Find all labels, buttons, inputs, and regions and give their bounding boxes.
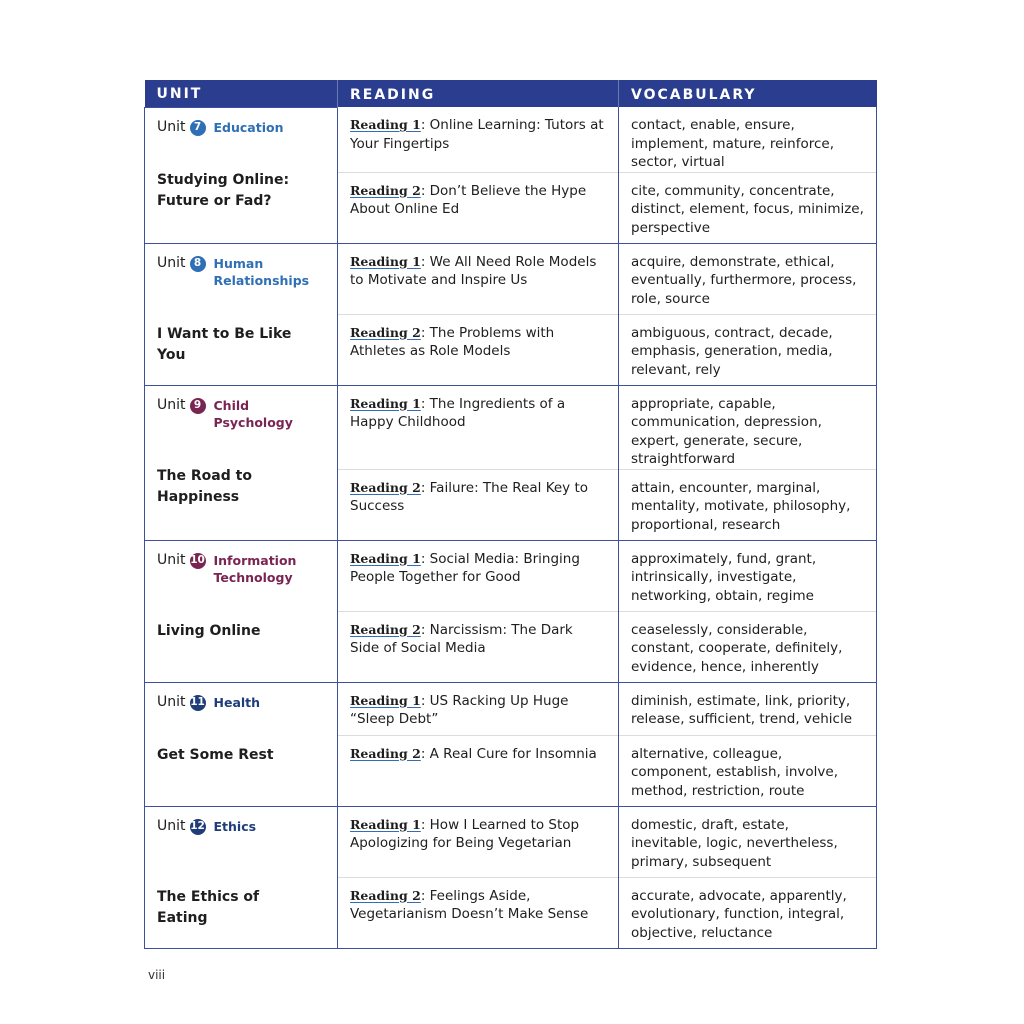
table-row	[145, 682, 877, 735]
reading-label: Reading 2	[350, 621, 421, 637]
reading-label: Reading 2	[350, 479, 421, 495]
reading-title: : Social Media: Bringing People Together for Good	[350, 550, 580, 585]
reading-cell	[338, 806, 619, 877]
reading-cell	[338, 243, 619, 314]
vocabulary-cell: approximately, fund, grant, intrinsically, investigate, networking, obtain, regime	[619, 540, 877, 611]
vocabulary-cell: ceaselessly, considerable, constant, cooperate, definitely, evidence, hence, inherently	[619, 611, 877, 682]
unit-heading	[157, 551, 325, 586]
unit-cell	[145, 385, 338, 540]
unit-subtitle: Studying Online: Future or Fad?	[157, 171, 290, 209]
reading-label: Reading 2	[350, 887, 421, 903]
reading-label: Reading 2	[350, 182, 421, 198]
table-row	[145, 243, 877, 314]
unit-heading	[157, 693, 325, 712]
reading-title: : Feelings Aside, Vegetarianism Doesn’t Make Sense	[350, 887, 589, 922]
unit-topic: Education	[213, 119, 284, 135]
reading-cell	[338, 385, 619, 469]
reading-label: Reading 1	[350, 816, 421, 832]
unit-word: Unit	[157, 254, 186, 271]
unit-cell	[145, 806, 338, 948]
unit-cell	[145, 107, 338, 243]
vocabulary-cell: cite, community, concentrate, distinct, element, focus, minimize, perspective	[619, 172, 877, 243]
reading-title: : We All Need Role Models to Motivate and Inspire Us	[350, 253, 597, 288]
reading-label: Reading 1	[350, 395, 421, 411]
vocabulary-cell: appropriate, capable, communication, depression, expert, generate, secure, straightforward	[619, 385, 877, 469]
reading-label: Reading 1	[350, 550, 421, 566]
unit-subtitle: The Road to Happiness	[157, 467, 252, 505]
reading-cell	[338, 172, 619, 243]
unit-topic: Child Psychology	[213, 397, 293, 430]
reading-title: : The Problems with Athletes as Role Models	[350, 324, 555, 359]
header-vocabulary: VOCABULARY	[619, 80, 877, 107]
vocabulary-cell: diminish, estimate, link, priority, release, sufficient, trend, vehicle	[619, 682, 877, 735]
unit-number-badge: 10	[190, 553, 206, 569]
vocabulary-cell: domestic, draft, estate, inevitable, logic, nevertheless, primary, subsequent	[619, 806, 877, 877]
unit-word: Unit	[157, 551, 186, 568]
unit-word: Unit	[157, 693, 186, 710]
unit-word: Unit	[157, 118, 186, 135]
reading-label: Reading 1	[350, 117, 421, 132]
unit-heading	[157, 118, 325, 137]
reading-title: : How I Learned to Stop Apologizing for Being Vegetarian	[350, 816, 580, 851]
reading-cell	[338, 877, 619, 948]
reading-cell	[338, 469, 619, 540]
unit-word: Unit	[157, 817, 186, 834]
unit-cell	[145, 540, 338, 682]
reading-title: : Narcissism: The Dark Side of Social Media	[350, 621, 573, 656]
unit-subtitle: I Want to Be Like You	[157, 325, 292, 363]
vocabulary-cell: alternative, colleague, component, establish, involve, method, restriction, route	[619, 735, 877, 806]
reading-title: : US Racking Up Huge “Sleep Debt”	[350, 692, 569, 727]
reading-cell	[338, 735, 619, 806]
unit-number-badge: 8	[190, 256, 206, 272]
unit-topic: Ethics	[213, 818, 257, 834]
vocabulary-cell: acquire, demonstrate, ethical, eventually, furthermore, process, role, source	[619, 243, 877, 314]
unit-heading	[157, 254, 325, 289]
reading-cell	[338, 107, 619, 172]
vocabulary-cell: contact, enable, ensure, implement, mature, reinforce, sector, virtual	[619, 107, 877, 172]
reading-cell	[338, 682, 619, 735]
unit-subtitle: Get Some Rest	[157, 746, 274, 763]
vocabulary-cell: accurate, advocate, apparently, evolutionary, function, integral, objective, reluctance	[619, 877, 877, 948]
unit-cell	[145, 682, 338, 806]
contents-table	[144, 80, 877, 949]
header-reading: READING	[338, 80, 619, 107]
unit-word: Unit	[157, 396, 186, 413]
reading-title: : Don’t Believe the Hype About Online Ed	[350, 182, 587, 217]
table-row	[145, 540, 877, 611]
page-number: viii	[148, 968, 166, 982]
reading-title: : Failure: The Real Key to Success	[350, 479, 589, 514]
reading-label: Reading 1	[350, 692, 421, 708]
reading-label: Reading 2	[350, 324, 421, 340]
unit-topic: Information Technology	[213, 552, 297, 585]
table-row	[145, 806, 877, 877]
reading-label: Reading 2	[350, 745, 421, 761]
reading-cell	[338, 540, 619, 611]
reading-label: Reading 1	[350, 253, 421, 269]
unit-number-badge: 12	[190, 819, 206, 835]
reading-cell	[338, 611, 619, 682]
unit-subtitle: Living Online	[157, 622, 261, 639]
unit-heading	[157, 817, 325, 836]
unit-topic: Health	[213, 694, 261, 710]
table-row	[145, 385, 877, 469]
vocabulary-cell: attain, encounter, marginal, mentality, motivate, philosophy, proportional, research	[619, 469, 877, 540]
unit-cell	[145, 243, 338, 385]
table-body	[145, 107, 877, 948]
table-header	[145, 80, 877, 107]
reading-title: : A Real Cure for Insomnia	[420, 745, 597, 762]
table-row	[145, 107, 877, 172]
unit-number-badge: 7	[190, 120, 206, 136]
reading-title: : The Ingredients of a Happy Childhood	[350, 395, 566, 430]
unit-number-badge: 9	[190, 398, 206, 414]
reading-title: : Online Learning: Tutors at Your Fingertips	[350, 117, 604, 152]
unit-topic: Human Relationships	[213, 255, 310, 288]
header-unit: UNIT	[145, 80, 338, 107]
unit-number-badge: 11	[190, 695, 206, 711]
unit-heading	[157, 396, 325, 431]
reading-cell	[338, 314, 619, 385]
vocabulary-cell: ambiguous, contract, decade, emphasis, generation, media, relevant, rely	[619, 314, 877, 385]
unit-subtitle: The Ethics of Eating	[157, 888, 260, 926]
